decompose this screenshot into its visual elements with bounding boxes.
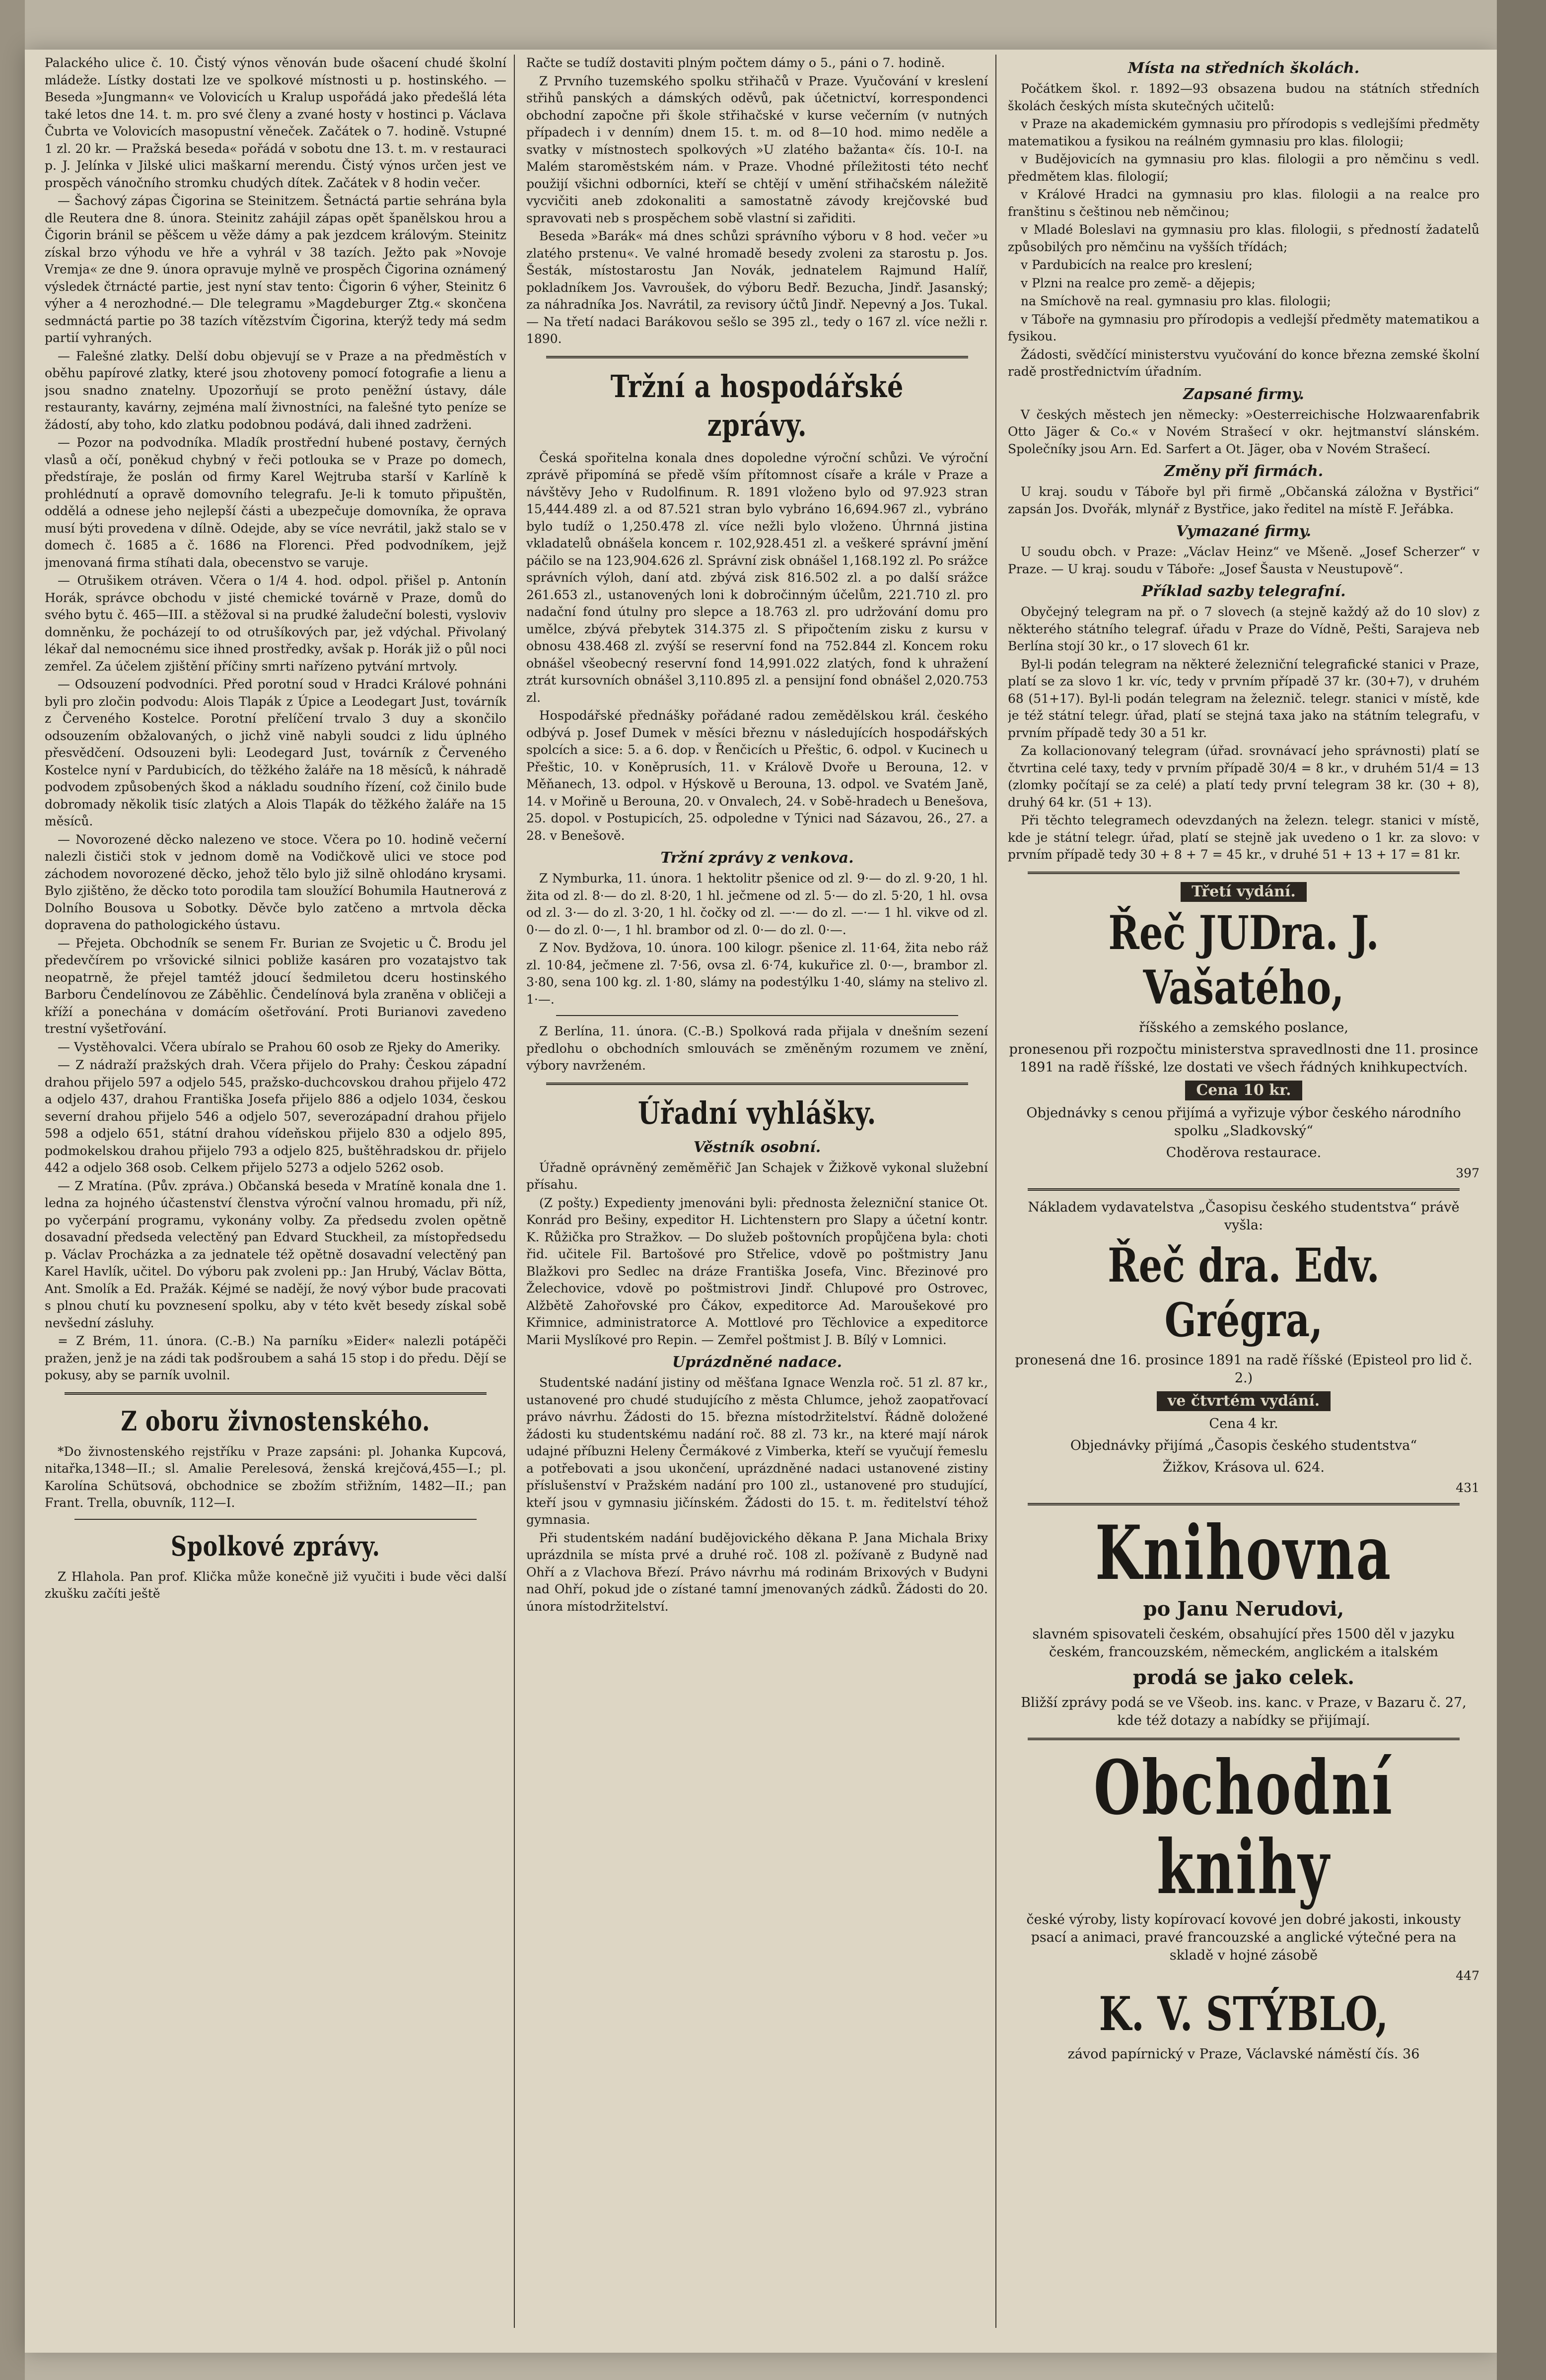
- news-item: — Vystěhovalci. Včera ubíralo se Prahou 60 osob ze Rjeky do Ameriky.: [58, 1039, 501, 1054]
- subheading-personal: Věstník osobní.: [693, 1138, 821, 1156]
- news-item: — Z Mratína. (Pův. zpráva.) Občanská beseda v Mratíně konala dne 1. ledna za hojného účastenství členstva výroční valnou hromadu, při níž, po vyčerpání programu, vykonány volby. Za předsedu zvolen opětně dosavadní předseda velectěný pan Edvard Stuckheil, za místopředsedu p. Václav Procházka a za jednatele též opětně dosavadní velectěný pan Karel Havlík, učitel. Do výboru pak zvoleni pp.: Jan Hrubý, Václav Bötta, Ant. Smolík a Ed. Pražák. Kéjmé se nadějí, že nový výbor bude pracovati s plnou chutí ku povznesení spolku, aby v této květ besedy získal sobě nevšední zásluhy.: [45, 1178, 506, 1330]
- advert-gregr: [1008, 1199, 1479, 1495]
- advert-firm: K. V. STÝBLO,: [1099, 1986, 1389, 2041]
- section-divider: [1028, 872, 1460, 874]
- news-item: = Z Brém, 11. února. (C.-B.) Na parníku »Eider« nalezli potápěči pražen, jenž je na zádi tak podšroubem a sahá 15 stop i do předu. Dějí se pokusy, aby se parník uvolnil.: [45, 1334, 506, 1382]
- section-heading-market: Tržní a hospodářské zprávy.: [610, 368, 904, 443]
- advert-place: Žižkov, Krásova ul. 624.: [1163, 1459, 1325, 1475]
- advert-subtitle: říšského a zemského poslance,: [1139, 1020, 1348, 1035]
- page-edge-left: [0, 0, 25, 2380]
- advert-orders: Objednávky s cenou přijímá a vyřizuje výbor českého národního spolku „Sladkovský“: [1026, 1105, 1461, 1139]
- advert-text: pronesená dne 16. prosince 1891 na radě říšské (Episteol pro lid č. 2.): [1015, 1352, 1473, 1386]
- subheading-foundations: Uprázdněné nadace.: [672, 1354, 843, 1371]
- advert-text: české výroby, listy kopírovací kovové jen dobré jakosti, inkousty psací a animaci, pravé francouzské a anglické výtečné pera na skladě v hojné zásobě: [1026, 1911, 1461, 1963]
- advert-orders: Objednávky přijímá „Časopis českého studentstva“: [1070, 1437, 1417, 1453]
- school-item: v Pardubicích na realce pro kreslení;: [1021, 258, 1253, 272]
- telegram-item: Obyčejný telegram na př. o 7 slovech (a stejně každý až do 10 slov) z některého státního telegraf. úřadu v Praze do Vídně, Pešti, Sarajeva neb Berlína stojí 30 kr., o 17 slovech 61 kr.: [1008, 605, 1479, 653]
- firm-deleted-item: U soudu obch. v Praze: „Václav Heinz“ ve Mšeně. „Josef Scherzer“ v Praze. — U kraj. soudu v Táboře: „Josef Šausta v Neustupově“.: [1008, 544, 1479, 576]
- advert-title: Obchodní knihy: [1093, 1744, 1394, 1911]
- firm-item: V českých městech jen německy: »Oesterreichische Holzwaarenfabrik Otto Jäger & Co.« v Novém Strašecí v okr. hejtmanství slánském. Společníky jsou Arn. Ed. Sarfert a Ot. Jäger, oba v Novém Strašecí.: [1008, 407, 1479, 456]
- advert-contact: Bližší zprávy podá se ve Všeob. ins. kanc. v Praze, v Bazaru č. 27, kde též dotazy a nabídky se přijímají.: [1021, 1695, 1467, 1728]
- subheading-markets2: Tržní zprávy z venkova.: [660, 849, 854, 867]
- section-divider: [556, 1015, 958, 1016]
- subheading-schools: Místa na středních školách.: [1127, 60, 1360, 77]
- advert-edition: ve čtvrtém vydání.: [1157, 1391, 1331, 1411]
- news-item: — Novorozené děcko nalezeno ve stoce. Včera po 10. hodině večerní nalezli čističi stok v jednom domě na Vodičkově ulici ve stoce pod záchodem novorozené děcko, jehož tělo bylo již silně ohlodáno krysami. Bylo zjištěno, že děcko toto porodila tam sloužící Bohumila Hautnerová z Dolního Bousova u Sobotky. Děvče bylo zatčeno a mrtvola děcka dopravena do pathologického ústavu.: [45, 832, 506, 932]
- official-item: (Z pošty.) Expedienty jmenováni byli: přednosta železniční stanice Ot. Konrád pro Bešiny, expeditor H. Lichtenstern pro Slapy a účetní kontr. K. Růžička pro Stražkov. — Do služeb poštovních propůjčena byla: choti řid. učitele Fil. Bartošové pro Střelice, vdově po poštmistrу Janu Blažkovi pro Sedlec na dráze Františka Josefa, Vinc. Březinové pro Želechovice, vdově po poštmistrovi Jindř. Chlupové pro Ostrovec, Alžbětě Zahořovské pro Čákov, expeditorce Ad. Maroušekové pro Křimnice, administratorce A. Mottlové pro Těchlovice a expeditorce Marii Myslíkové pro Repin. — Zemřel poštmist J. B. Bílý v Lomnici.: [526, 1195, 988, 1347]
- school-item: v Budějovicích na gymnasiu pro klas. filologii a pro němčinu s vedl. předmětem klas. filologií;: [1008, 152, 1479, 184]
- section-divider: [1028, 1503, 1460, 1505]
- subheading-telegram: Příklad sazby telegrafní.: [1141, 583, 1346, 600]
- column-1: [45, 55, 506, 2338]
- column-rule: [995, 55, 996, 2328]
- news-item: Beseda »Barák« má dnes schůzi správního výboru v 8 hod. večer »u zlatého prstenu«. Ve valné hromadě besedy zvoleni za starostu p. Jos. Šesták, místostarostu Jan Novák, jednatelem Rajmund Halíř, pokladníkem Jos. Vavroušek, do výboru Bedř. Bezucha, Jindř. Jasanský; za náhradníka Jos. Navrátil, za revisory účtů Jindř. Nepevný a Jos. Tukal. — Na třetí nadaci Barákovou sešlo se 395 zl., tedy o 167 zl. více nežli r. 1890.: [526, 229, 988, 346]
- advert-address: závod papírnický v Praze, Václavské náměstí čís. 36: [1067, 2046, 1420, 2062]
- firm-change-item: U kraj. soudu v Táboře byl při firmě „Občanská záložna v Bystřici“ zapsán Jos. Dvořák, mlynář z Bystřice, jako ředitel na místě F. Jeřábka.: [1008, 484, 1479, 516]
- section-divider: [1028, 1738, 1460, 1740]
- telegram-item: Za kollacionovaný telegram (úřad. srovnávací jeho správnosti) platí se čtvrtina celé taxy, tedy v prvním případě 30/4 = 8 kr., v druhém 51/4 = 13 (zlomky počítají se za celé) a platí tedy první telegram 38 kr. (30 + 8), druhý 64 kr. (51 + 13).: [1008, 744, 1479, 810]
- news-item: — Přejeta. Obchodník se senem Fr. Burian ze Svojetic u Č. Brodu jel předevčírem po vršovické silnici pobliže kasáren pro vozatajstvo tak neopatrně, že přejel tamtéž jdoucí šedmiletou dceru hostinského Barboru Čendelínovou ze Záběhlic. Čendelínová byla zraněna v obličeji a kříží a ponechána v domácím ošetřování. Proti Burianovi zavedeno trestní vyšetřování.: [45, 936, 506, 1036]
- advert-library: [1008, 1509, 1479, 1730]
- news-item: — Z nádraží pražských drah. Včera přijelo do Prahy: Českou západní drahou přijelo 597 a odjelo 545, pražsko-duchcovskou drahou přijelo 472 a odjelo 437, drahou Františka Josefa přijelo 886 a odjelo 1034, českou severní drahou přijelo 546 a odjelo 507, severozápadní drahou přijelo 598 a odjelo 651, státní drahou vídeňskou přijelo 830 a odjelo 895, podmokelskou drahou přijelo 793 a odjelo 825, buštěhradskou dr. přijelo 442 a odjelo 368 osob. Celkem přijelo 5273 a odjelo 5262 osob.: [45, 1058, 506, 1175]
- telegram-item: Při těchto telegramech odevzdaných na železn. telegr. stanici v místě, kde je státní telegr. úřad, platí se stejně jak uvedeno o 1 kr. za slovo: v prvním případě tedy 30 + 8 + 7 = 45 kr., v druhé 51 + 13 + 17 = 81 kr.: [1008, 813, 1479, 862]
- news-item: Palackého ulice č. 10. Čistý výnos věnován bude ošacení chudé školní mládeže. Lístky dostati lze ve spolkové místnosti u p. hostinského. — Beseda »Jungmann« ve Volovicích u Kralup uspořádá jako předešlá léta také letos dne 14. t. m. pro své členy a zvané hosty v hostinci p. Václava Čubrta ve Volovicích masopustní věneček. Začátek o 7. hodině. Vstupné 1 zl. 20 kr. — Pražská beseda« pořádá v sobotu dne 13. t. m. v restauraci p. J. Jelínka v Jilské ulici maškarní merendu. Čistý výnos určen jest ve prospěch vánočního stromku chudých dítek. Začátek v 8 hodin večer.: [45, 56, 506, 190]
- advert-title: Řeč JUDra. J. Vašatého,: [1108, 905, 1379, 1015]
- section-heading-trade: Z oboru živnostenského.: [121, 1405, 430, 1437]
- section-divider: [546, 1083, 968, 1085]
- section-divider: [65, 1392, 487, 1395]
- section-heading-official: Úřadní vyhlášky.: [637, 1094, 877, 1131]
- column-3: [1008, 55, 1479, 2338]
- trade-item: *Do živnostenského rejstříku v Praze zapsáni: pl. Johanka Kupcová, nitařka,1348—II.; sl. Amalie Perelesová, ženská krejčová,455—I.; pl. Karolína Schütsová, obchodnice se zbožím střižním, 1482—II.; pan Frant. Trella, obuvník, 112—I.: [45, 1444, 506, 1510]
- advert-title: Řeč dra. Edv. Grégra,: [1108, 1238, 1380, 1348]
- news-item: — Šachový zápas Čigorina se Steinitzem. Šetnáctá partie sehrána byla dle Reutera dne 8. února. Steinitz zahájil zápas opět španělskou hrou a Čigorin bránil se pěšcem u věže dámy a pak jezdcem královým. Steinitz získal brzo výhodu ve hře a vyhrál v 38 tazích. Ježto pak »Novoje Vremja« ze dne 9. února opravuje mylně ve prospěch Čigorina oznámený výsledek čtrnácté partie, jest nyní stav tento: Čigorin 6 výher, Steinitz 6 výher a 4 nerozhodné.— Dle telegramu »Magdeburger Ztg.« skončena sedmnáctá partie po 38 tazích vítězstvím Čigorina, kterýž tedy má sedm partií vyhraných.: [45, 194, 506, 345]
- advert-number: 447: [1456, 1968, 1479, 1983]
- advert-edition: Třetí vydání.: [1181, 882, 1307, 902]
- foundation-item: Při studentském nadání budějovického děkana P. Jana Michala Brixy uprázdnila se místa prvé a druhé roč. 108 zl. požívaně z Budyně nad Ohří a z Vlachova Březí. Právo návrhu má rodinám Brixových v Budyni nad Ohří, pokud jde o zístané tamní jmenovaných zádků. Žádosti do 20. února místodržitelství.: [526, 1530, 988, 1614]
- section-heading-clubs: Spolkové zprávy.: [171, 1530, 380, 1562]
- news-item: Z Prvního tuzemského spolku střihačů v Praze. Vyučování v kreslení střihů panských a dámských oděvů, pak účetnictví, korrespondenci obchodní započne při škole střihačské v kurse večerním (v nutných případech i v denním) dnem 15. t. m. od 8—10 hod. mimo neděle a svatky v místnostech spolkových »U zlatého bažanta« čís. 10-I. na Malém staroměstském nám. v Praze. Vhodné příležitosti této nechť použijí všichni odborníci, kteří se chtějí v umění střihačském náležitě vycvičiti aneb zdokonaliti a samostatně závody krejčovské buď spravovati neb s prospěchem sobě vlastní si zařiditi.: [526, 73, 988, 225]
- advert-price: Cena 10 kr.: [1185, 1081, 1302, 1100]
- school-item: v Praze na akademickém gymnasiu pro přírodopis s vedlejšími předměty matematikou a fysikou na reálném gymnasiu pro klas. filologii;: [1008, 117, 1479, 148]
- section-divider: [1028, 1188, 1460, 1191]
- section-divider: [546, 356, 968, 358]
- advert-price: Cena 4 kr.: [1209, 1416, 1278, 1431]
- advert-text: slavném spisovateli českém, obsahující přes 1500 děl v jazyku českém, francouzském, německém, anglickém a italském: [1032, 1626, 1455, 1660]
- advert-text: pronesenou při rozpočtu ministerstva spravedlnosti dne 11. prosince 1891 na radě říšské, lze dostati ve všech řádných knihkupectvích.: [1009, 1041, 1478, 1075]
- advert-number: 431: [1456, 1480, 1479, 1495]
- market-item: Z Nymburka, 11. února. 1 hektolitr pšenice od zl. 9·— do zl. 9·20, 1 hl. žita od zl. 8·— do zl. 8·20, 1 hl. ječmene od zl. 5·— do zl. 5·20, 1 hl. ovsa od zl. 3·— do zl. 3·20, 1 hl. čočky od zl. —·— do zl. —·— 1 hl. vikve od zl. 0·— do zl. 0·—, 1 hl. brambor od zl. 0·— do zl. 0·—.: [526, 871, 988, 937]
- school-item: Žádosti, svědčící ministerstvu vyučování do konce března zemské školní radě prostřednictvím úřadním.: [1008, 347, 1479, 379]
- page-edge-right: [1497, 0, 1546, 2380]
- advert-number: 397: [1456, 1165, 1479, 1180]
- club-item: Z Hlahola. Pan prof. Klička může konečně již vyučiti i bude věci další zkušku začíti ještě: [45, 1569, 506, 1601]
- school-item: v Plzni na realce pro země- a dějepis;: [1021, 275, 1256, 290]
- news-item: — Otrušikem otráven. Včera o 1/4 4. hod. odpol. přišel p. Antonín Horák, správce obchodu v jisté chemické továrně v Praze, domů do svého bytu č. 465—III. a stěžoval si na prudké žaludeční bolesti, vysloviv domněnku, že pocházejí to od otrušíkových par, jež vdýchal. Přivolaný lékař dal nemocnému sice ihned prostředky, avšak p. Horák již o půl noci zemřel. Za účelem zjištění příčiny smrti nařízeno pytvání mrtvoly.: [45, 573, 506, 674]
- school-item: v Táboře na gymnasiu pro přírodopis a vedlejší předměty matematikou a fysikou.: [1008, 312, 1479, 343]
- school-item: na Smíchově na real. gymnasiu pro klas. filologii;: [1021, 294, 1331, 308]
- advert-headline: prodá se jako celek.: [1132, 1665, 1355, 1689]
- advert-title: Knihovna: [1095, 1509, 1393, 1597]
- market-item: Hospodářské přednášky pořádané radou zemědělskou král. českého odbývá p. Josef Dumek v měsíci březnu v následujících hospodářských spolcích a sice: 5. a 6. dop. v Řenčicích u Přeštic, 6. odpol. v Kucinech u Přeštic, 10. v Koněprusích, 11. v Králově Dvoře u Berouna, 12. v Měňanech, 13. odpol. v Hýskově u Berouna, 13. odpol. ve Svatém Janě, 14. v Mořině u Berouna, 20. v Onvalech, 24. v Sobě-hradech u Benešova, 25. dopol. v Postupicích, 25. odpoledne v Týnici nad Sázavou, 26., 27. a 28. v Benešově.: [526, 708, 988, 843]
- school-item: v Mladé Boleslavi na gymnasiu pro klas. filologii, s předností žadatelů způsobilých pro němčinu na vyšších třídách;: [1008, 222, 1479, 254]
- section-divider: [74, 1519, 477, 1520]
- advert-vasaty: [1008, 882, 1479, 1180]
- school-item: v Králové Hradci na gymnasiu pro klas. filologii a na realce pro franštinu s češtinou neb němčinou;: [1008, 187, 1479, 219]
- school-item: Počátkem škol. r. 1892—93 obsazena budou na státních středních školách českých místa skutečných učitelů:: [1008, 81, 1479, 113]
- official-item: Úřadně oprávněný zeměměřič Jan Schajek v Žižkově vykonal služební přísahu.: [526, 1160, 988, 1192]
- column-rule: [514, 55, 515, 2328]
- column-2: [526, 55, 988, 2338]
- news-list: [45, 55, 506, 1384]
- market-item: Z Nov. Bydžova, 10. února. 100 kilogr. pšenice zl. 11·64, žita nebo ráž zl. 10·84, ječmene zl. 7·56, ovsa zl. 6·74, kukuřice zl. 0·—, brambor zl. 3·80, sena 100 kg. zl. 1·80, slámy na podestýlku 1·40, slámy na stelivo zl. 1·—.: [526, 941, 988, 1007]
- news-item: — Falešné zlatky. Delší dobu objevují se v Praze a na předměstích v oběhu papírové zlatky, které jsou zhotoveny pomocí fotografie a lienu a jsou snadno znatelny. Upozorňují se proto peněžní ústavy, dále restauranty, kavárny, zejména malí živnostníci, na falešné tyto peníze se žádostí, aby toho, kdo zlatku podobnou podává, dali ihned zadrženi.: [45, 348, 506, 432]
- market-item: Česká spořitelna konala dnes dopoledne výroční schůzi. Ve výroční zprávě připomíná se předě vším přítomnost císaře a krále v Praze a návštěvy Jeho v Rudolfinum. R. 1891 vloženo bylo od 97.923 stran 15,444.489 zl. a od 87.521 stran bylo vybráno 16,694.967 zl., vybráno bylo tudíž o 1,250.478 zl. více nežli bylo vloženo. Úhrnná jistina vkladatelů obnášela koncem r. 102,928.451 zl. a veškeré správní jmění páčilo se na 123,904.626 zl. Správní zisk obnášel 1,168.192 zl. Po srážce správních výloh, daní atd. zbývá zisk 816.502 zl. a po další srážce 261.653 zl., ustanovených loni k dobročinným účelům, 221.710 zl. pro nadační fond útulny pro slepce a 18.763 zl. pro udržování domu pro umělce, zbývá přebytek 314.375 zl. S připočtením zisku z kursu v obnosu 438.468 zl. zvýší se reservní fond na 752.844 zl. Koncem roku obnášel všeobecný reservní fond 14,991.022 zlatých, fond k uhražení ztrát kursovních obnášel 3,110.895 zl. a pensijní fond obnášel 2,020.753 zl.: [526, 450, 988, 705]
- subheading-firms: Zapsané firmy.: [1183, 385, 1304, 403]
- subheading-changes: Změny při firmách.: [1164, 463, 1324, 480]
- news-item: Račte se tudíž dostaviti plným počtem dámy o 5., páni o 7. hodině.: [526, 56, 945, 70]
- market-item: Z Berlína, 11. února. (C.-B.) Spolková rada přijala v dnešním sezení předlohu o obchodních smlouvách se změněným rozumem ve znění, výbory navrženém.: [526, 1024, 988, 1073]
- news-item: — Odsouzení podvodníci. Před porotní soud v Hradci Králové pohnáni byli pro zločin podvodu: Alois Tlapák z Úpice a Leodegart Just, továrník z Červeného Kostelce. Porotní přelíčení trvalo 3 duy a skončilo odsouzením obžalovaných, o jichž vině nabyli soudci z lidu úplného přesvědčení. Odsouzeni byli: Leodegard Just, továrník z Červeného Kostelce nyní v Pardubicích, do těžkého žaláře na 18 měsíců, k náhradě podvodem způsobených škod a nákladu soudního řízení, což činilo bude dobromady několik tisíc zlatých a Alois Tlapák do těžkého žaláře na 15 měsíců.: [45, 677, 506, 828]
- advert-publisher: Nákladem vydavatelstva „Časopisu českého studentstva“ právě vyšla:: [1028, 1199, 1460, 1233]
- advert-subtitle: po Janu Nerudovi,: [1143, 1597, 1344, 1621]
- subheading-deleted: Vymazané firmy.: [1176, 523, 1312, 540]
- advert-ledgers: [1008, 1744, 1479, 2063]
- news-item: — Pozor na podvodníka. Mladík prostřední hubené postavy, černých vlasů a očí, poněkud chybný v řeči potloukа se v Praze po domech, předstíraje, že poslán od firmy Karel Wejtruba starší v Karlíně k prohlédnutí a opravě domovního telegrafu. Je-li k tomuto připuštěn, oddělá a odnese jeho nejlepší části a ubezpečuje domovníka, že oprava musí býti provedena v dílně. Odejde, aby se více nevrátil, jakž stalo se v domech č. 1685 a č. 1686 na Florenci. Před podvodníkem, jejž jmenovaná firma stíhati dala, obecenstvo se varuje.: [45, 435, 506, 570]
- advert-place: Choděrova restaurace.: [1166, 1145, 1322, 1160]
- foundation-item: Studentské nadání jistiny od měšťana Ignace Wenzla roč. 51 zl. 87 kr., ustanovené pro chudé studujícího z města Chlumce, jehož zaopatřovací právo návrhu. Žádosti do 15. března místodržitelství. Řádně doložené žádosti ku studentskému nadání roč. 88 zl. 73 kr., na které mají nárok udajné příbuzni Heleny Čermákové z Vimberka, kteří se vyučují řemeslu a potřebovati a jsou ukončení, uprázdněné nadaci ustanovené zistiny příslušenství v Pražském nadání pro 100 zl., ustanovené pro studující, kteří jsou v gymnasiu jičínském. Žádosti do 15. t. m. ředitelství téhož gymnasia.: [526, 1375, 988, 1527]
- telegram-item: Byl-li podán telegram na některé železniční telegrafické stanici v Praze, platí se za slovo 1 kr. víc, tedy v prvním případě 37 kr. (30+7), v druhém 68 (51+17). Byl-li podán telegram na železnič. telegr. stanici v místě, kde je též státní telegr. úřad, platí se stejná taxa jako na státním telegrafu, v prvním případě tedy 30 a 51 kr.: [1008, 657, 1479, 740]
